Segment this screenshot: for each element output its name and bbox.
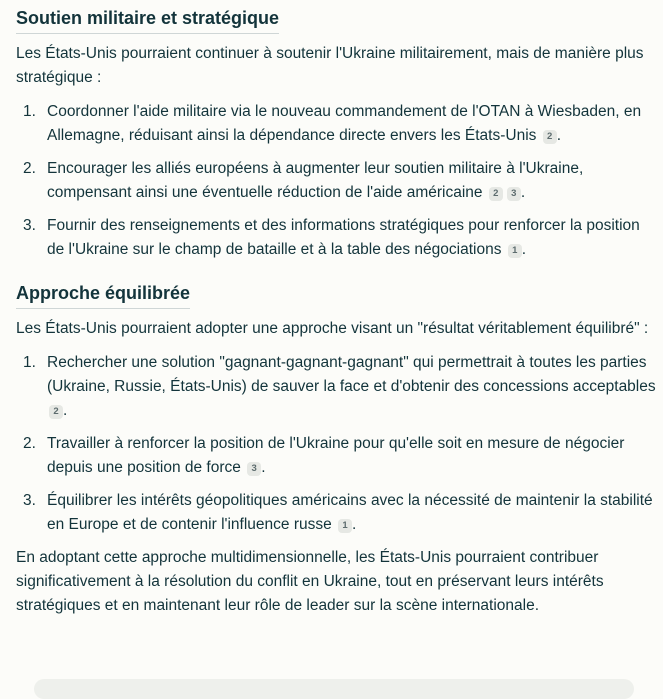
list-number: 1. xyxy=(23,103,36,120)
list-item-end: . xyxy=(352,516,357,533)
section-heading: Approche équilibrée xyxy=(16,281,190,309)
list-item-text: Fournir des renseignements et des informations stratégiques pour renforcer la position de l'Ukraine sur le champ de bataille et à la table des négociations xyxy=(47,217,640,258)
citation-badge[interactable]: 3 xyxy=(507,187,521,201)
citation-badge[interactable]: 1 xyxy=(338,519,352,533)
closing-paragraph: En adoptant cette approche multidimensionnelle, les États-Unis pourraient contribuer significativement à la résolution du conflit en Ukraine, tout en préservant leurs intérêts stratégiques et en maintenant leur rôle de leader sur la scène internationale. xyxy=(16,549,604,614)
list-number: 3. xyxy=(23,492,36,509)
list-number: 1. xyxy=(23,354,36,371)
section-intro: Les États-Unis pourraient adopter une approche visant un "résultat véritablement équilibré" : xyxy=(16,320,649,337)
answer-content xyxy=(16,0,656,618)
section-balanced-approach xyxy=(16,271,656,537)
list-item-text: Travailler à renforcer la position de l'Ukraine pour qu'elle soit en mesure de négocier depuis une position de force xyxy=(47,435,625,476)
section-military-support xyxy=(16,0,656,262)
list-item-text: Équilibrer les intérêts géopolitiques américains avec la nécessité de maintenir la stabilité en Europe et de contenir l'influence russe xyxy=(47,492,653,533)
citation-badge[interactable]: 2 xyxy=(543,130,557,144)
list-item-end: . xyxy=(521,241,527,258)
list-number: 2. xyxy=(23,160,36,177)
list-item-end: . xyxy=(261,459,266,476)
citation-badge[interactable]: 2 xyxy=(49,405,63,419)
list-item xyxy=(16,351,656,423)
list-item-text: Coordonner l'aide militaire via le nouveau commandement de l'OTAN à Wiesbaden, en Allemagne, réduisant ainsi la dépendance directe envers les États-Unis xyxy=(47,103,642,144)
list-item-end: . xyxy=(520,184,526,201)
list-number: 3. xyxy=(23,217,36,234)
list-item-text: Rechercher une solution "gagnant-gagnant-gagnant" qui permettrait à toutes les parties (Ukraine, Russie, États-Unis) de sauver la face et d'obtenir des concessions acceptables xyxy=(47,354,656,395)
list-item-end: . xyxy=(556,127,562,144)
list-item xyxy=(16,432,656,480)
list-item-end: . xyxy=(63,402,68,419)
citation-badge[interactable]: 1 xyxy=(508,244,522,258)
section-heading: Soutien militaire et stratégique xyxy=(16,6,279,34)
list-item xyxy=(16,100,656,148)
list-number: 2. xyxy=(23,435,36,452)
list-item-text: Encourager les alliés européens à augmenter leur soutien militaire à l'Ukraine, compensant ainsi une éventuelle réduction de l'aide américaine xyxy=(47,160,584,201)
citation-badge[interactable]: 3 xyxy=(247,462,261,476)
list-item xyxy=(16,489,656,537)
citation-badge[interactable]: 2 xyxy=(489,187,503,201)
list-item xyxy=(16,157,656,205)
follow-up-input-bar[interactable] xyxy=(34,679,634,699)
numbered-list xyxy=(16,351,656,537)
list-item xyxy=(16,214,656,262)
section-intro: Les États-Unis pourraient continuer à soutenir l'Ukraine militairement, mais de manière plus stratégique : xyxy=(16,45,644,86)
numbered-list xyxy=(16,100,656,262)
